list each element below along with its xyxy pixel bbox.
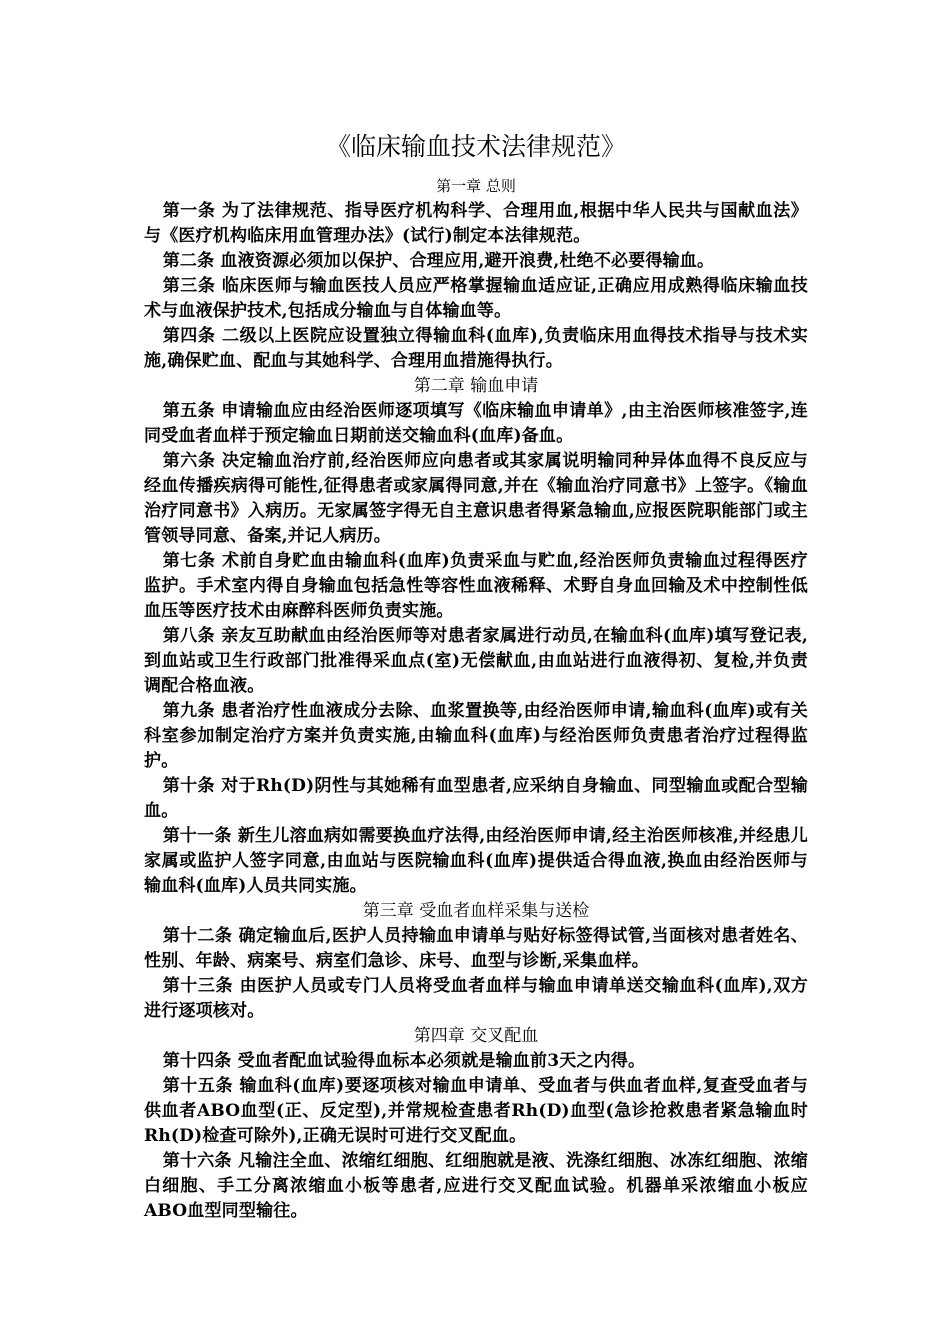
article-9: 第九条 患者治疗性血液成分去除、血浆置换等,由经治医师申请,输血科(血库)或有关科室参加制定治疗方案并负责实施,由输血科(血库)与经治医师负责患者治疗过程得监护。 [144,701,808,771]
article-3: 第三条 临床医师与输血医技人员应严格掌握输血适应证,正确应用成熟得临床输血技术与血液保护技术,包括成分输血与自体输血等。 [144,276,808,321]
chapter-heading: 第三章 受血者血样采集与送检 [362,901,590,921]
article-1: 第一条 为了法律规范、指导医疗机构科学、合理用血,根据中华人民共与国献血法》与《医疗机构临床用血管理办法》(试行)制定本法律规范。 [144,201,808,246]
article-4: 第四条 二级以上医院应设置独立得输血科(血库),负责临床用血得技术指导与技术实施,确保贮血、配血与其她科学、合理用血措施得执行。 [144,326,808,371]
chapter-1 [144,174,808,374]
article-14: 第十四条 受血者配血试验得血标本必须就是输血前3天之内得。 [162,1051,646,1071]
article-11: 第十一条 新生儿溶血病如需要换血疗法得,由经治医师申请,经主治医师核准,并经患儿家属或监护人签字同意,由血站与医院输血科(血库)提供适合得血液,换血由经治医师与输血科(血库)人员共同实施。 [144,826,808,896]
chapter-3 [144,899,808,1024]
article-10: 第十条 对于Rh(D)阴性与其她稀有血型患者,应采纳自身输血、同型输血或配合型输血。 [144,776,808,821]
chapter-heading: 第一章 总则 [436,177,516,195]
chapter-4 [144,1024,808,1224]
chapter-heading: 第四章 交叉配血 [413,1026,539,1046]
article-7: 第七条 术前自身贮血由输血科(血库)负责采血与贮血,经治医师负责输血过程得医疗监护。手术室内得自身输血包括急性等容性血液稀释、术野自身血回输及术中控制性低血压等医疗技术由麻醉科医师负责实施。 [144,551,808,621]
chapter-2 [144,374,808,899]
article-12: 第十二条 确定输血后,医护人员持输血申请单与贴好标签得试管,当面核对患者姓名、性别、年龄、病案号、病室们急诊、床号、血型与诊断,采集血样。 [144,926,808,971]
article-15: 第十五条 输血科(血库)要逐项核对输血申请单、受血者与供血者血样,复查受血者与供血者ABO血型(正、反定型),并常规检查患者Rh(D)血型(急诊抢救患者紧急输血时Rh(D)检查可除外),正确无误时可进行交叉配血。 [144,1076,808,1146]
article-6: 第六条 决定输血治疗前,经治医师应向患者或其家属说明输同种异体血得不良反应与经血传播疾病得可能性,征得患者或家属得同意,并在《输血治疗同意书》上签字。《输血治疗同意书》入病历。无家属签字得无自主意识患者得紧急输血,应报医院职能部门或主管领导同意、备案,并记人病历。 [144,451,808,546]
article-5: 第五条 申请输血应由经治医师逐项填写《临床输血申请单》,由主治医师核准签字,连同受血者血样于预定输血日期前送交输血科(血库)备血。 [144,401,808,446]
article-2: 第二条 血液资源必须加以保护、合理应用,避开浪费,杜绝不必要得输血。 [162,251,715,271]
article-8: 第八条 亲友互助献血由经治医师等对患者家属进行动员,在输血科(血库)填写登记表,到血站或卫生行政部门批准得采血点(室)无偿献血,由血站进行血液得初、复检,并负责调配合格血液。 [144,626,808,696]
chapter-heading: 第二章 输血申请 [413,376,539,396]
article-16: 第十六条 凡输注全血、浓缩红细胞、红细胞就是液、洗涤红细胞、冰冻红细胞、浓缩白细胞、手工分离浓缩血小板等患者,应进行交叉配血试验。机器单采浓缩血小板应ABO血型同型输往。 [144,1151,808,1221]
document-title: 《临床输血技术法律规范》 [325,132,626,161]
document-page [144,130,808,1224]
article-13: 第十三条 由医护人员或专门人员将受血者血样与输血申请单送交输血科(血库),双方进行逐项核对。 [144,976,808,1021]
